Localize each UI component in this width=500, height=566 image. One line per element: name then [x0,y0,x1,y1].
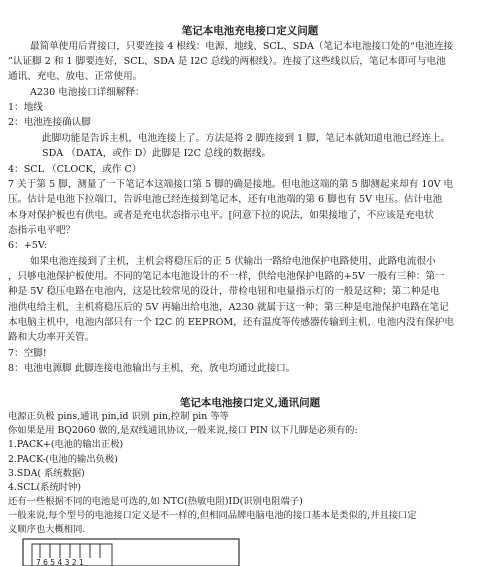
pin-item: 1：地线 [8,102,43,113]
paragraph-line: 池供电给主机，主机将稳压后的 5V 再输出给电池，A230 就属于这一种；第三种是电池保护电路在笔记 [8,302,449,313]
list-item: 1.PACK+(电池的输出正极) [8,439,124,450]
paragraph-line: 本身对保护板也有供电。或者是充电状态指示电平。[问意下拉的说法，如果接地了，不应该是充电状 [8,210,434,221]
pin-item: 7：空脚! [8,348,47,359]
paragraph-line: 本电脑主机中，电池内部只有一个 I2C 的 EEPROM，还有温度等传感器传输到主机，电池内没有保护电 [8,317,454,328]
section1-title: 笔记本电池充电接口定义问题 [181,25,319,37]
paragraph-line: ，只够电池保护板使用。不同的笔记本电池设计的不一样，供给电池保护电路的+5V 一般有三种：第一 [8,271,445,282]
paragraph-line: 一般来说,每个型号的电池接口定义是不一样的,但相同品牌电脑电池的接口基本是类似的,并且接口定 [8,510,417,521]
list-item: 2.PACK-(电池的输出负极) [8,454,118,465]
pin-item: 6：+5V: [8,240,48,251]
list-item: 3.SDA( 系统数据) [8,468,85,479]
paragraph-line: ”认证脚 2 和 1 脚要连好，SCL、SDA 是 I2C 总线的两根线）。连接了这些线以后，笔记本即可与电池 [8,56,446,67]
section2-title: 笔记本电池接口定义,通讯问题 [179,397,321,409]
connector-pinout-diagram [22,538,240,566]
paragraph-line: 义顺序也大概相同. [8,524,86,535]
paragraph-line: 你如果是用 BQ2060 做的,是双线通讯协议,一般来说,接口 PIN 以下几脚是必须有的: [8,425,358,436]
paragraph-line: A230 电池接口详细解释： [30,87,145,98]
paragraph-line: 还有一些根据不同的电池是可选的,如 NTC(热敏电阻)ID(识别电阻端子) [8,496,303,507]
pin-item: 2：电池连接确认脚 [8,117,91,128]
paragraph-line: 路和大功率开关管。 [8,332,95,343]
paragraph-line: 态指示电平吧？ [8,225,76,236]
pin-item: 4：SCL （CLOCK，或作 C） [8,164,142,175]
paragraph-line: 通讯、充电、放电、正常使用。 [8,71,143,82]
paragraph-line: 如果电池连接到了主机，主机会将稳压后的正 5 伏输出一路给电池保护电路使用，此路电流很小 [30,256,436,267]
pin-lines [40,544,100,558]
pin-number-labels: 7 6 5 4 3 2 1 [36,558,84,566]
paragraph-line: 压。估计是电池下拉端口，告诉电池已经连接到笔记本，还有电池端的第 6 脚也有 5V 电压。估计电池 [8,194,443,205]
list-item: 4.SCL(系统时钟) [8,482,81,493]
paragraph-line: SDA （DATA，或作 D）此脚是 I2C 总线的数据线。 [42,148,272,159]
paragraph-line: 此脚功能是告诉主机，电池连接上了。方法是将 2 脚连接到 1 脚，笔记本就知道电池已经连上。 [42,133,451,144]
paragraph-line: 电源正负极 pins,通讯 pin,id 识别 pin,控制 pin 等等 [8,411,229,422]
pin-item: 8：电池电源脚 此脚连接电池输出与主机，充、放电均通过此接口。 [8,363,296,374]
paragraph-line: 种是 5V 稳压电路在电池内，这是比较常见的设计，带检电钮和电量指示灯的一般是这种；第二种是电 [8,286,440,297]
paragraph-line: 最简单使用后背接口，只要连接 4 根线：电源、地线、SCL、SDA（笔记本电池接口处的“电池连接 [30,41,454,52]
paragraph-line: 7 关于第 5 脚，测量了一下笔记本这端接口第 5 脚的确是接地。但电池这端的第 5 脚测起来却有 10V 电 [8,179,454,190]
